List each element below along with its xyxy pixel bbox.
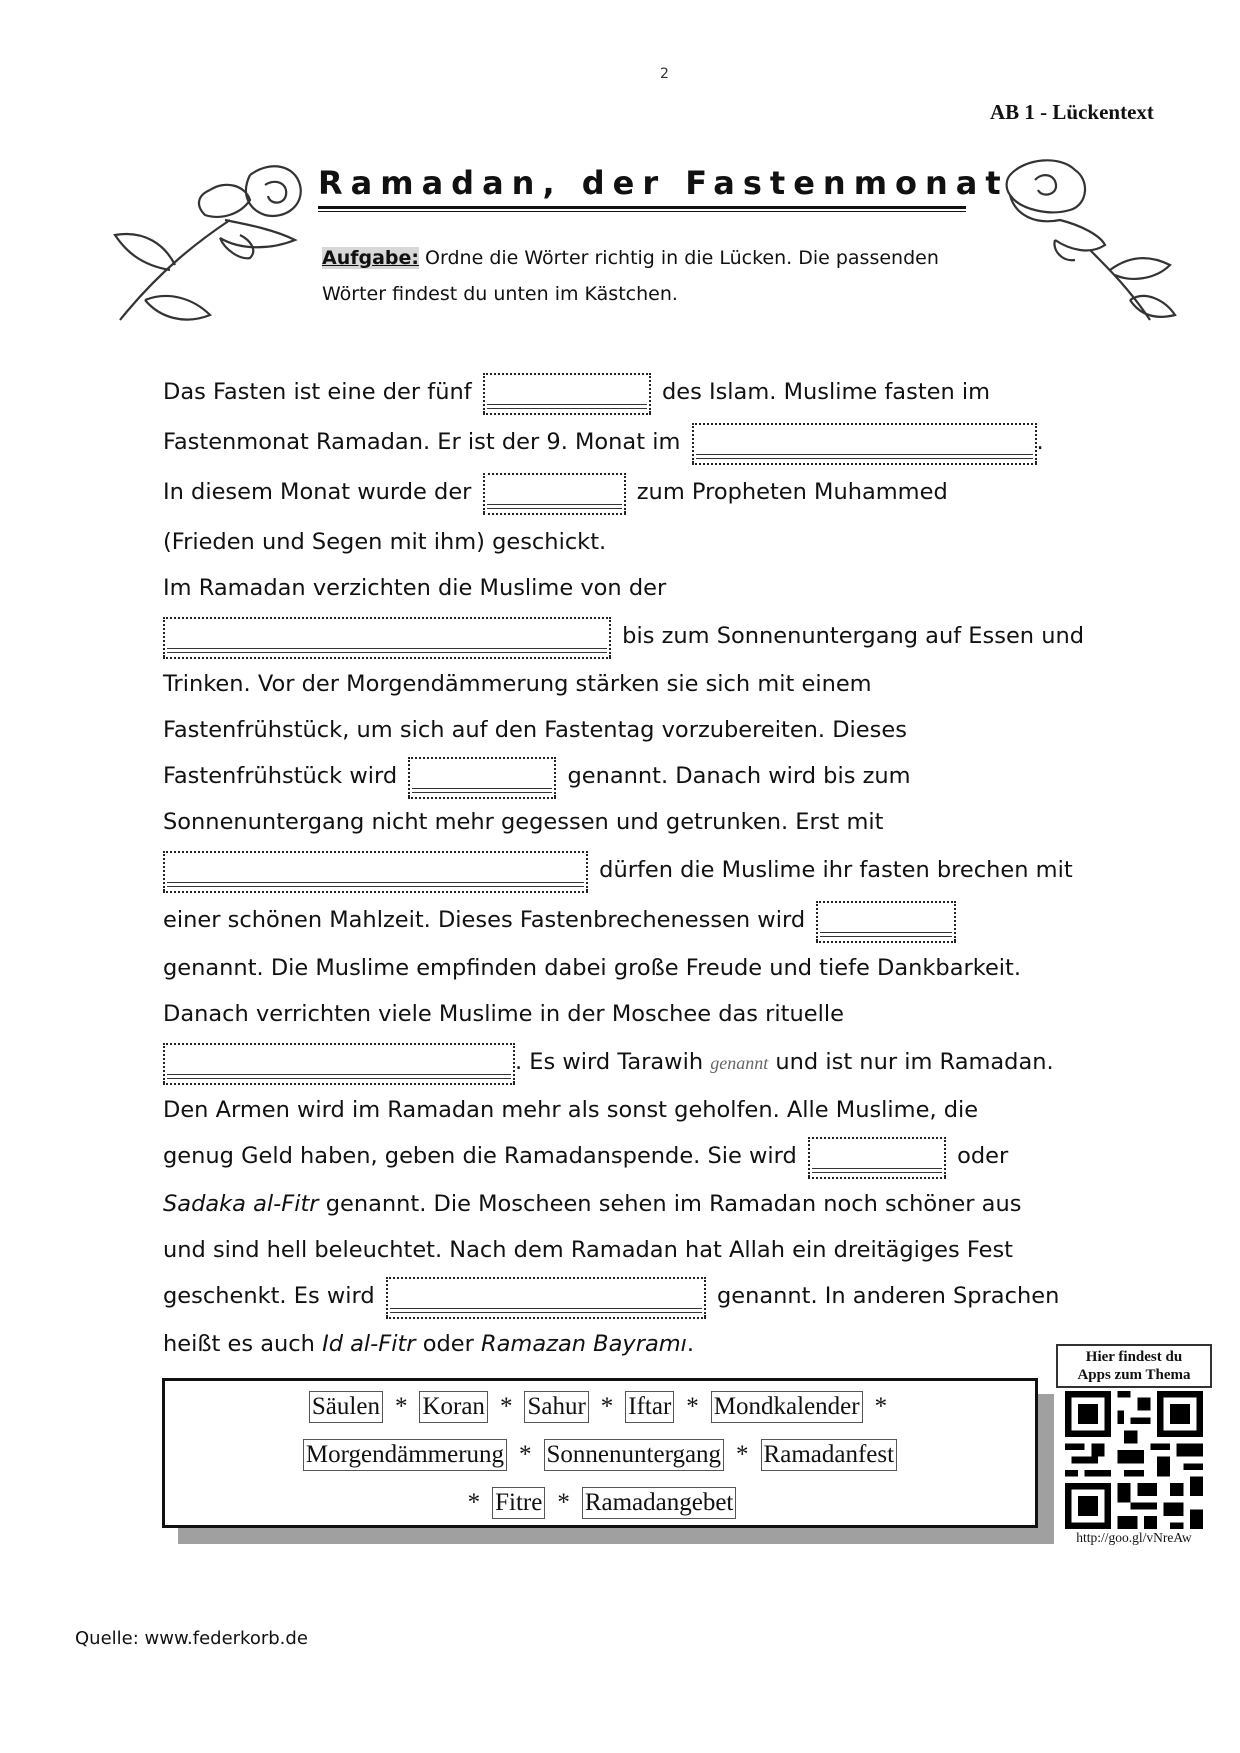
blank-field-9[interactable] [808,1137,946,1177]
word-chip[interactable]: Iftar [625,1391,674,1423]
text-line-10: Sonnenuntergang nicht mehr gegessen und getrunken. Erst mit [163,809,884,835]
rose-illustration-right [980,150,1180,330]
text-line-6 [163,616,1084,656]
word-chip[interactable]: Fitre [492,1487,545,1519]
text-segment: . [1036,429,1044,455]
separator: * [519,1441,532,1468]
text-segment: genannt. Die Moscheen sehen im Ramadan noch schöner aus [318,1191,1022,1217]
blank-field-10[interactable] [386,1277,706,1317]
text-segment-italic: Ramazan Bayramı [481,1331,687,1357]
blank-field-5[interactable] [408,757,556,797]
text-line-12 [163,900,960,940]
word-bank-row-1 [165,1391,1035,1423]
text-segment: heißt es auch [163,1331,323,1357]
separator: * [600,1393,614,1420]
word-chip[interactable]: Morgendämmerung [303,1439,507,1471]
blank-field-4[interactable] [163,617,611,657]
separator: * [467,1489,481,1516]
worksheet-title: Ramadan, der Fastenmonat [318,164,1009,202]
text-segment: dürfen die Muslime ihr fasten brechen mit [599,857,1073,883]
text-segment: zum Propheten Muhammed [636,479,948,505]
text-line-19: und sind hell beleuchtet. Nach dem Ramadan hat Allah ein dreitägiges Fest [163,1237,1013,1263]
text-segment: genannt. Danach wird bis zum [567,763,911,789]
text-segment: oder [415,1331,482,1357]
text-line-5: Im Ramadan verzichten die Muslime von der [163,575,667,601]
blank-field-6[interactable] [163,851,588,891]
text-segment: genannt. In anderen Sprachen [716,1283,1060,1309]
text-line-7: Trinken. Vor der Morgendämmerung stärken sie sich mit einem [163,671,872,697]
separator: * [686,1393,699,1420]
word-bank [162,1378,1038,1528]
word-chip[interactable]: Sonnenuntergang [544,1439,725,1471]
text-line-13: genannt. Die Muslime empfinden dabei große Freude und tiefe Dankbarkeit. [163,955,1022,981]
text-segment: und ist nur im Ramadan. [768,1049,1054,1075]
sheet-label: AB 1 - Lückentext [990,100,1154,124]
text-segment: . Es wird Tarawih [515,1049,711,1075]
text-segment-italic: Sadaka al-Fitr [163,1191,319,1217]
text-segment: In diesem Monat wurde der [163,479,472,505]
word-chip[interactable]: Ramadanfest [761,1439,898,1471]
text-line-14: Danach verrichten viele Muslime in der Moschee das rituelle [163,1001,844,1027]
text-segment: bis zum Sonnenuntergang auf Essen und [622,623,1085,649]
text-line-21 [163,1324,694,1364]
text-line-4: (Frieden und Segen mit ihm) geschickt. [163,529,607,555]
qr-panel [1056,1344,1212,1546]
text-line-8: Fastenfrühstück, um sich auf den Fastentag vorzubereiten. Dieses [163,717,907,743]
title-underline-thin [318,211,966,212]
task-label: Aufgabe: [322,247,420,269]
text-line-16: Den Armen wird im Ramadan mehr als sonst geholfen. Alle Muslime, die [163,1097,979,1123]
text-line-9 [163,756,911,796]
qr-title-line-2: Apps zum Thema [1077,1367,1191,1383]
separator: * [499,1393,513,1420]
text-line-18 [163,1184,1021,1224]
word-chip[interactable]: Säulen [309,1391,383,1423]
text-segment: genug Geld haben, geben die Ramadanspende. Sie wird [163,1143,797,1169]
qr-code-icon[interactable] [1056,1391,1212,1529]
word-chip[interactable]: Ramadangebet [582,1487,737,1519]
qr-title [1056,1344,1212,1388]
text-segment: Fastenmonat Ramadan. Er ist der 9. Monat im [163,429,681,455]
separator: * [736,1441,749,1468]
word-bank-row-2 [165,1439,1035,1471]
text-segment: oder [957,1143,1009,1169]
text-line-17 [163,1136,1008,1176]
text-segment: des Islam. Muslime fasten im [661,379,991,405]
blank-field-8[interactable] [163,1043,515,1083]
text-segment-italic: Id al-Fitr [322,1331,416,1357]
text-line-2 [163,422,1044,462]
text-line-15 [163,1042,1054,1082]
qr-title-line-1: Hier findest du [1085,1349,1183,1365]
text-segment: . [686,1331,695,1357]
task-instruction [322,240,962,312]
separator: * [557,1489,570,1516]
rose-illustration-left [100,150,315,330]
word-chip[interactable]: Koran [419,1391,487,1423]
blank-field-7[interactable] [816,901,956,941]
separator: * [874,1393,888,1420]
separator: * [394,1393,408,1420]
blank-field-1[interactable] [483,373,651,413]
text-segment: Fastenfrühstück wird [163,763,398,789]
text-segment: geschenkt. Es wird [163,1283,375,1309]
blank-field-2[interactable] [692,423,1037,463]
word-bank-row-3 [165,1487,1035,1519]
page-mark: 2 [660,66,669,82]
source-credit: Quelle: www.federkorb.de [75,1628,308,1649]
text-segment: einer schönen Mahlzeit. Dieses Fastenbrechenessen wird [163,907,806,933]
title-underline [318,206,966,209]
text-segment-serif: genannt [710,1053,769,1073]
word-chip[interactable]: Sahur [524,1391,588,1423]
task-text: Ordne die Wörter richtig in die Lücken. Die passenden Wörter findest du unten im Kästchen. [322,247,939,305]
blank-field-3[interactable] [483,473,626,513]
text-line-20 [163,1276,1059,1316]
word-chip[interactable]: Mondkalender [711,1391,863,1423]
text-segment: Das Fasten ist eine der fünf [163,379,472,405]
text-line-1 [163,372,990,412]
text-line-3 [163,472,948,512]
text-line-11 [163,850,1073,890]
qr-url-link[interactable]: http://goo.gl/vNreAw [1076,1530,1192,1545]
